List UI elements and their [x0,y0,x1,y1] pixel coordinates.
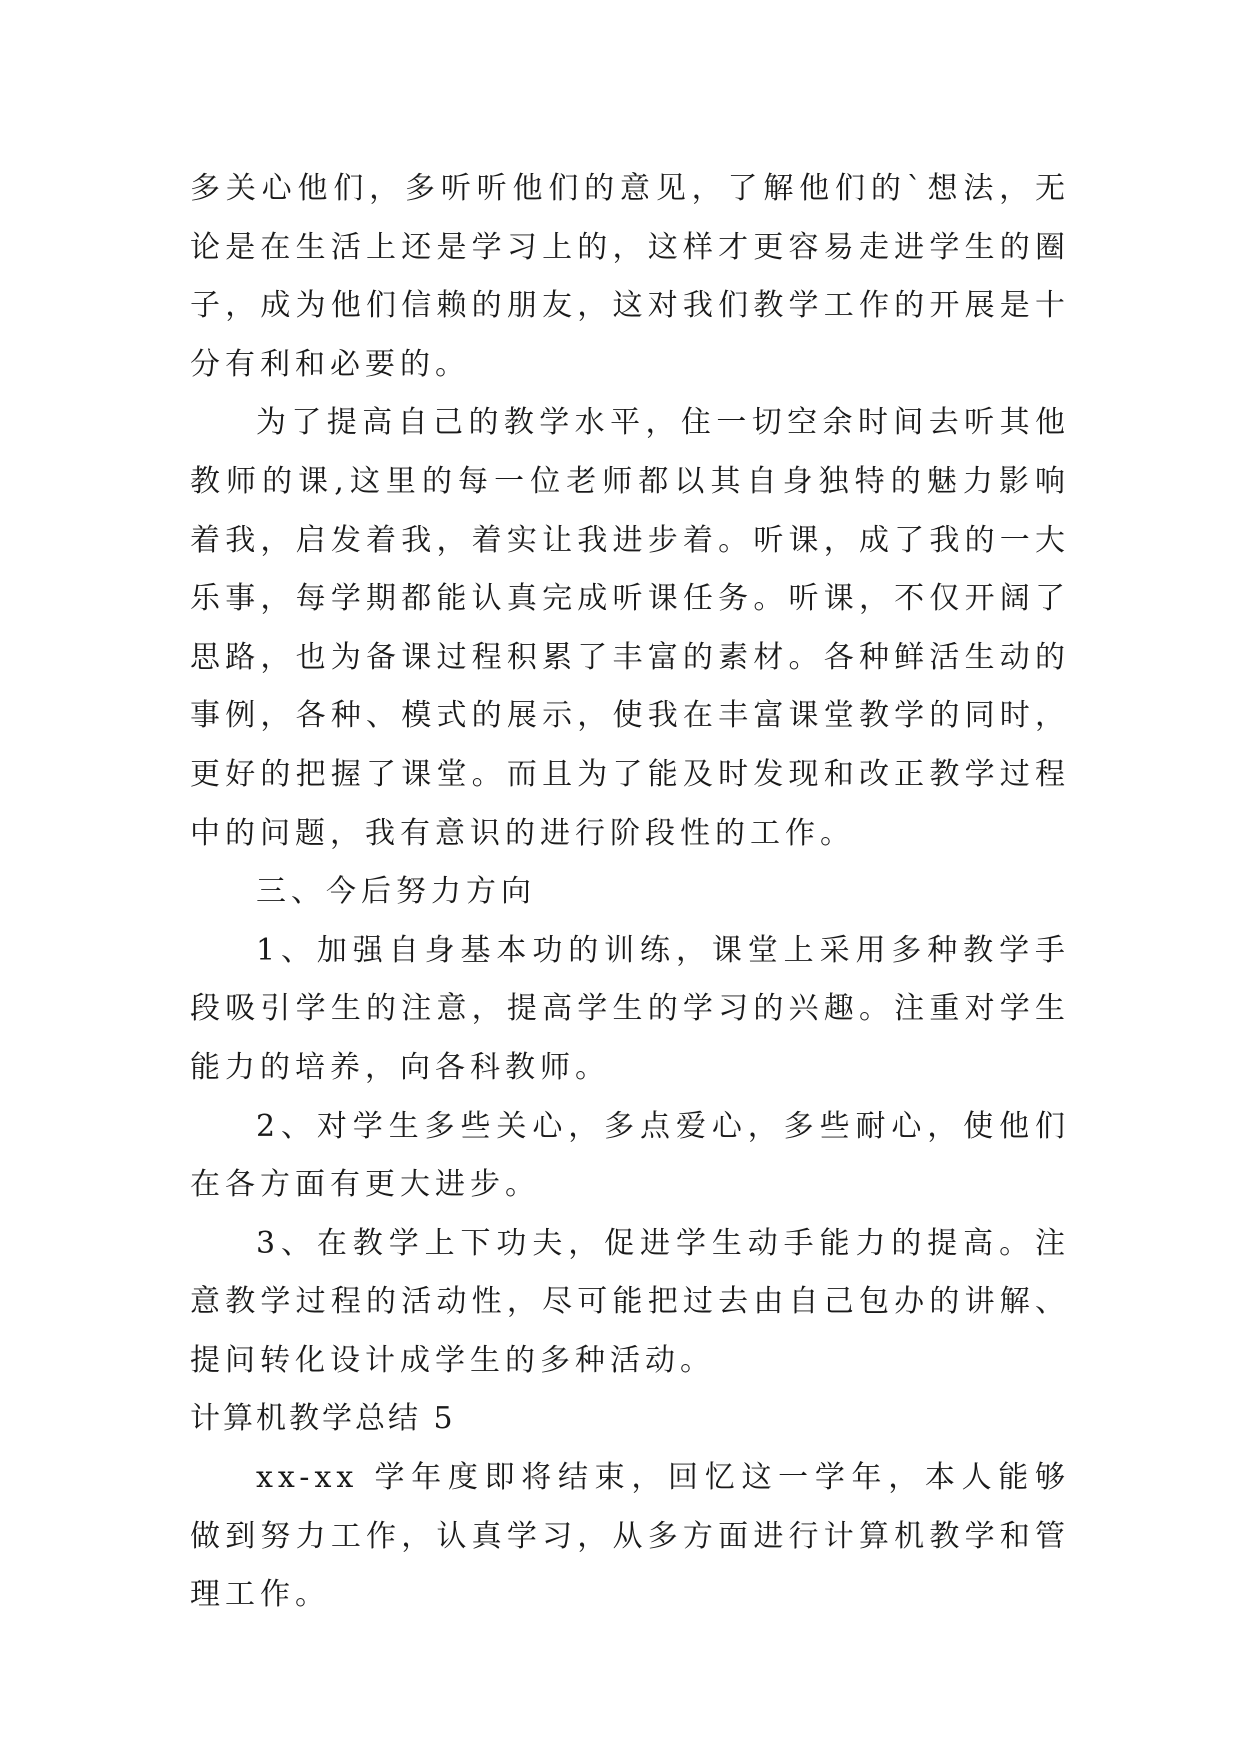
document-body [190,160,1070,1625]
list-item-2: 2、对学生多些关心，多点爱心，多些耐心，使他们在各方面有更大进步。 [190,1108,1070,1203]
paragraph-care-for-students: 多关心他们，多听听他们的意见，了解他们的`想法，无论是在生活上还是学习上的，这样才更容易走进学生的圈子，成为他们信赖的朋友，这对我们教学工作的开展是十分有利和必要的。 [190,171,1070,382]
list-item-3: 3、在教学上下功夫，促进学生动手能力的提高。注意教学过程的活动性，尽可能把过去由自己包办的讲解、提问转化设计成学生的多种活动。 [190,1225,1070,1378]
section-heading-future-direction: 三、今后努力方向 [256,874,536,910]
document-title-summary-5: 计算机教学总结 5 [190,1401,456,1437]
list-item-1: 1、加强自身基本功的训练，课堂上采用多种教学手段吸引学生的注意，提高学生的学习的兴趣。注重对学生能力的培养，向各科教师。 [190,932,1070,1085]
paragraph-attend-classes: 为了提高自己的教学水平，住一切空余时间去听其他教师的课,这里的每一位老师都以其自身独特的魅力影响着我，启发着我，着实让我进步着。听课，成了我的一大乐事，每学期都能认真完成听课任务。听课，不仅开阔了思路，也为备课过程积累了丰富的素材。各种鲜活生动的事例，各种、模式的展示，使我在丰富课堂教学的同时，更好的把握了课堂。而且为了能及时发现和改正教学过程中的问题，我有意识的进行阶段性的工作。 [190,405,1070,851]
paragraph-year-summary: xx-xx 学年度即将结束，回忆这一学年，本人能够做到努力工作，认真学习，从多方面进行计算机教学和管理工作。 [190,1460,1070,1613]
